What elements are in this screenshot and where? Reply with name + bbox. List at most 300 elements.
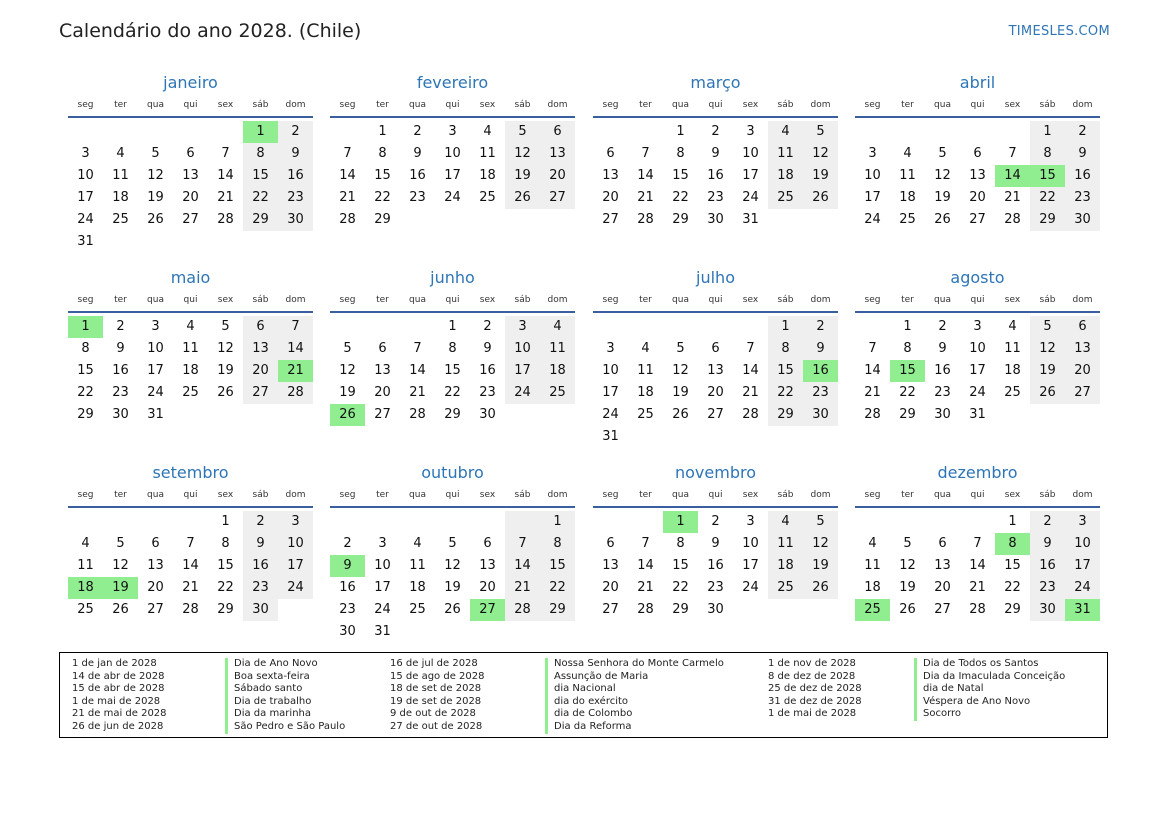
weekday-label: qui bbox=[708, 100, 723, 110]
weekday-label: ter bbox=[376, 490, 389, 500]
day-cell: 26 bbox=[217, 385, 234, 400]
weekday-label: ter bbox=[639, 295, 652, 305]
day-cell: 4 bbox=[868, 536, 877, 551]
day-cell: 10 bbox=[742, 536, 759, 551]
month-name: março bbox=[690, 73, 741, 92]
weekday-header bbox=[68, 98, 313, 118]
month-novembro bbox=[593, 462, 838, 621]
day-cell: 2 bbox=[1030, 511, 1065, 533]
day-cell: 3 bbox=[448, 124, 457, 139]
day-cell: 27 bbox=[243, 382, 278, 404]
day-cell: 26 bbox=[803, 187, 838, 209]
day-cell: 17 bbox=[969, 363, 986, 378]
day-cell: 13 bbox=[1065, 338, 1100, 360]
day-cell: 2 bbox=[938, 319, 947, 334]
day-cell: 30 bbox=[1065, 209, 1100, 231]
day-cell: 9 bbox=[243, 533, 278, 555]
empty-day-cell bbox=[208, 404, 243, 426]
day-cell: 3 bbox=[1065, 511, 1100, 533]
weekday-label: ter bbox=[114, 100, 127, 110]
day-cell: 11 bbox=[768, 143, 803, 165]
day-cell: 10 bbox=[864, 168, 881, 183]
day-cell: 9 bbox=[803, 338, 838, 360]
month-name: outubro bbox=[421, 463, 484, 482]
day-cell: 27 bbox=[602, 212, 619, 227]
day-cell: 11 bbox=[112, 168, 129, 183]
weekday-label: seg bbox=[602, 490, 619, 500]
day-cell: 9 bbox=[711, 536, 720, 551]
empty-day-cell bbox=[768, 426, 803, 448]
empty-day-cell bbox=[628, 511, 663, 533]
day-cell: 27 bbox=[934, 602, 951, 617]
empty-day-cell bbox=[400, 209, 435, 231]
weekday-label: ter bbox=[376, 295, 389, 305]
legend-holiday-name: Boa sexta-feira bbox=[225, 671, 345, 684]
weekday-header bbox=[330, 488, 575, 508]
day-cell: 27 bbox=[707, 407, 724, 422]
empty-day-cell bbox=[925, 511, 960, 533]
day-cell: 25 bbox=[899, 212, 916, 227]
empty-day-cell bbox=[663, 316, 698, 338]
weekday-label: ter bbox=[114, 295, 127, 305]
day-cell: 29 bbox=[444, 407, 461, 422]
day-cell: 13 bbox=[147, 558, 164, 573]
day-cell: 30 bbox=[243, 599, 278, 621]
weekday-label: qua bbox=[934, 100, 951, 110]
legend-holiday-name: Dia de Ano Novo bbox=[225, 658, 345, 671]
day-cell: 25 bbox=[768, 577, 803, 599]
empty-day-cell bbox=[103, 231, 138, 253]
weekday-header bbox=[593, 293, 838, 313]
weekday-label: dom bbox=[810, 490, 831, 500]
day-cell: 12 bbox=[672, 363, 689, 378]
legend-holiday-name: Socorro bbox=[914, 708, 1065, 721]
weekday-header bbox=[593, 488, 838, 508]
day-cell: 20 bbox=[707, 385, 724, 400]
legend-holiday-name: Véspera de Ano Novo bbox=[914, 696, 1065, 709]
empty-day-cell bbox=[890, 511, 925, 533]
day-cell: 24 bbox=[505, 382, 540, 404]
day-cell: 5 bbox=[505, 121, 540, 143]
day-cell: 2 bbox=[483, 319, 492, 334]
day-cell: 3 bbox=[505, 316, 540, 338]
day-cell: 29 bbox=[374, 212, 391, 227]
day-grid bbox=[330, 316, 575, 426]
weekday-label: ter bbox=[901, 295, 914, 305]
weekday-label: sex bbox=[479, 100, 496, 110]
weekday-label: dom bbox=[1072, 295, 1093, 305]
day-cell: 10 bbox=[969, 341, 986, 356]
weekday-label: seg bbox=[339, 295, 356, 305]
day-cell: 31 bbox=[602, 429, 619, 444]
day-cell: 8 bbox=[676, 146, 685, 161]
day-cell: 13 bbox=[479, 558, 496, 573]
day-cell: 10 bbox=[505, 338, 540, 360]
month-setembro bbox=[68, 462, 313, 621]
day-cell: 28 bbox=[969, 602, 986, 617]
day-cell: 28 bbox=[505, 599, 540, 621]
day-cell: 14 bbox=[864, 363, 881, 378]
weekday-label: qua bbox=[409, 295, 426, 305]
weekday-label: sáb bbox=[252, 490, 269, 500]
day-cell: 4 bbox=[483, 124, 492, 139]
day-cell: 9 bbox=[483, 341, 492, 356]
holiday-day-cell: 1 bbox=[663, 511, 698, 533]
empty-day-cell bbox=[173, 511, 208, 533]
day-cell: 27 bbox=[374, 407, 391, 422]
empty-day-cell bbox=[365, 316, 400, 338]
empty-day-cell bbox=[1065, 404, 1100, 426]
day-cell: 14 bbox=[217, 168, 234, 183]
day-cell: 16 bbox=[409, 168, 426, 183]
legend-holiday-name: Assunção de Maria bbox=[545, 671, 724, 684]
day-cell: 24 bbox=[77, 212, 94, 227]
day-cell: 18 bbox=[768, 555, 803, 577]
day-cell: 21 bbox=[969, 580, 986, 595]
month-abril bbox=[855, 72, 1100, 231]
day-cell: 12 bbox=[444, 558, 461, 573]
day-grid bbox=[593, 511, 838, 621]
day-cell: 10 bbox=[374, 558, 391, 573]
month-name: agosto bbox=[950, 268, 1005, 287]
day-cell: 19 bbox=[672, 385, 689, 400]
day-cell: 12 bbox=[803, 533, 838, 555]
legend-holiday-name: Dia da marinha bbox=[225, 708, 345, 721]
empty-day-cell bbox=[960, 511, 995, 533]
day-cell: 27 bbox=[182, 212, 199, 227]
day-cell: 21 bbox=[409, 385, 426, 400]
legend-date: 27 de out de 2028 bbox=[390, 720, 483, 732]
empty-day-cell bbox=[330, 511, 365, 533]
day-cell: 21 bbox=[637, 190, 654, 205]
day-cell: 22 bbox=[540, 577, 575, 599]
weekday-label: qua bbox=[672, 100, 689, 110]
holiday-day-cell: 1 bbox=[243, 121, 278, 143]
day-cell: 26 bbox=[147, 212, 164, 227]
day-cell: 2 bbox=[803, 316, 838, 338]
day-cell: 22 bbox=[1030, 187, 1065, 209]
empty-day-cell bbox=[138, 511, 173, 533]
day-cell: 20 bbox=[602, 580, 619, 595]
empty-day-cell bbox=[855, 316, 890, 338]
day-cell: 16 bbox=[339, 580, 356, 595]
empty-day-cell bbox=[470, 209, 505, 231]
day-cell: 21 bbox=[864, 385, 881, 400]
legend-dates-column bbox=[768, 658, 862, 721]
day-cell: 31 bbox=[742, 212, 759, 227]
legend-holiday-name: dia de Colombo bbox=[545, 708, 724, 721]
day-cell: 23 bbox=[278, 187, 313, 209]
weekday-label: dom bbox=[1072, 100, 1093, 110]
day-cell: 22 bbox=[899, 385, 916, 400]
empty-day-cell bbox=[628, 121, 663, 143]
empty-day-cell bbox=[278, 599, 313, 621]
day-cell: 15 bbox=[768, 360, 803, 382]
legend-names-column bbox=[225, 658, 345, 734]
day-cell: 23 bbox=[707, 190, 724, 205]
day-cell: 6 bbox=[973, 146, 982, 161]
weekday-label: seg bbox=[864, 295, 881, 305]
day-cell: 4 bbox=[768, 121, 803, 143]
day-cell: 14 bbox=[182, 558, 199, 573]
day-cell: 18 bbox=[182, 363, 199, 378]
legend-holiday-name: dia Nacional bbox=[545, 683, 724, 696]
weekday-label: seg bbox=[864, 490, 881, 500]
holiday-day-cell: 16 bbox=[803, 360, 838, 382]
day-cell: 17 bbox=[77, 190, 94, 205]
day-cell: 11 bbox=[77, 558, 94, 573]
legend-date: 1 de nov de 2028 bbox=[768, 658, 856, 669]
day-grid bbox=[330, 121, 575, 231]
empty-day-cell bbox=[995, 404, 1030, 426]
day-cell: 12 bbox=[934, 168, 951, 183]
day-cell: 21 bbox=[217, 190, 234, 205]
day-cell: 6 bbox=[243, 316, 278, 338]
empty-day-cell bbox=[103, 511, 138, 533]
day-cell: 25 bbox=[768, 187, 803, 209]
empty-day-cell bbox=[803, 426, 838, 448]
day-cell: 13 bbox=[602, 558, 619, 573]
day-cell: 13 bbox=[182, 168, 199, 183]
day-cell: 3 bbox=[81, 146, 90, 161]
day-cell: 10 bbox=[147, 341, 164, 356]
legend-date: 16 de jul de 2028 bbox=[390, 658, 478, 669]
day-cell: 10 bbox=[444, 146, 461, 161]
day-cell: 11 bbox=[540, 338, 575, 360]
empty-day-cell bbox=[540, 404, 575, 426]
day-cell: 19 bbox=[899, 580, 916, 595]
day-cell: 6 bbox=[606, 536, 615, 551]
day-cell: 12 bbox=[112, 558, 129, 573]
weekday-label: qua bbox=[672, 490, 689, 500]
day-cell: 12 bbox=[505, 143, 540, 165]
weekday-header bbox=[855, 98, 1100, 118]
day-cell: 4 bbox=[540, 316, 575, 338]
legend-date: 19 de set de 2028 bbox=[390, 695, 482, 707]
weekday-label: sex bbox=[1004, 490, 1021, 500]
day-cell: 25 bbox=[409, 602, 426, 617]
day-cell: 13 bbox=[969, 168, 986, 183]
day-cell: 20 bbox=[243, 360, 278, 382]
day-cell: 14 bbox=[742, 363, 759, 378]
day-cell: 15 bbox=[217, 558, 234, 573]
day-cell: 18 bbox=[409, 580, 426, 595]
day-cell: 25 bbox=[182, 385, 199, 400]
day-cell: 24 bbox=[742, 580, 759, 595]
day-cell: 18 bbox=[1004, 363, 1021, 378]
day-cell: 20 bbox=[374, 385, 391, 400]
day-cell: 31 bbox=[374, 624, 391, 639]
weekday-label: sex bbox=[479, 490, 496, 500]
day-cell: 23 bbox=[934, 385, 951, 400]
day-cell: 7 bbox=[746, 341, 755, 356]
day-cell: 7 bbox=[973, 536, 982, 551]
day-cell: 22 bbox=[77, 385, 94, 400]
day-cell: 29 bbox=[243, 209, 278, 231]
day-cell: 7 bbox=[868, 341, 877, 356]
weekday-label: sáb bbox=[777, 295, 794, 305]
day-cell: 19 bbox=[339, 385, 356, 400]
day-cell: 20 bbox=[479, 580, 496, 595]
day-cell: 6 bbox=[1065, 316, 1100, 338]
month-name: dezembro bbox=[937, 463, 1018, 482]
day-cell: 3 bbox=[151, 319, 160, 334]
weekday-label: seg bbox=[77, 295, 94, 305]
legend-holiday-name: São Pedro e São Paulo bbox=[225, 721, 345, 734]
day-cell: 3 bbox=[746, 514, 755, 529]
month-junho bbox=[330, 267, 575, 426]
day-cell: 21 bbox=[182, 580, 199, 595]
day-cell: 11 bbox=[479, 146, 496, 161]
day-cell: 5 bbox=[803, 511, 838, 533]
day-cell: 5 bbox=[676, 341, 685, 356]
legend-holiday-name: Dia da Imaculada Conceição bbox=[914, 671, 1065, 684]
day-cell: 3 bbox=[746, 124, 755, 139]
day-cell: 20 bbox=[182, 190, 199, 205]
day-grid bbox=[68, 511, 313, 621]
site-link[interactable]: TIMESLES.COM bbox=[1008, 24, 1110, 39]
empty-day-cell bbox=[593, 511, 628, 533]
weekday-label: ter bbox=[901, 490, 914, 500]
month-name: abril bbox=[959, 73, 996, 92]
weekday-label: qui bbox=[183, 100, 198, 110]
day-cell: 2 bbox=[116, 319, 125, 334]
holiday-legend bbox=[59, 652, 1108, 738]
day-cell: 6 bbox=[711, 341, 720, 356]
day-cell: 24 bbox=[969, 385, 986, 400]
day-cell: 12 bbox=[803, 143, 838, 165]
day-cell: 16 bbox=[243, 555, 278, 577]
day-cell: 8 bbox=[540, 533, 575, 555]
holiday-day-cell: 9 bbox=[330, 555, 365, 577]
day-cell: 24 bbox=[278, 577, 313, 599]
weekday-label: ter bbox=[901, 100, 914, 110]
weekday-header bbox=[593, 98, 838, 118]
weekday-label: seg bbox=[77, 100, 94, 110]
day-grid bbox=[68, 121, 313, 253]
day-cell: 7 bbox=[186, 536, 195, 551]
weekday-label: dom bbox=[810, 295, 831, 305]
day-cell: 12 bbox=[1030, 338, 1065, 360]
day-cell: 29 bbox=[768, 404, 803, 426]
day-cell: 5 bbox=[903, 536, 912, 551]
weekday-header bbox=[68, 488, 313, 508]
day-cell: 23 bbox=[339, 602, 356, 617]
legend-date: 1 de mai de 2028 bbox=[72, 695, 161, 707]
day-cell: 18 bbox=[899, 190, 916, 205]
day-cell: 12 bbox=[217, 341, 234, 356]
day-cell: 15 bbox=[374, 168, 391, 183]
day-cell: 22 bbox=[374, 190, 391, 205]
day-cell: 30 bbox=[934, 407, 951, 422]
empty-day-cell bbox=[698, 316, 733, 338]
day-cell: 22 bbox=[444, 385, 461, 400]
weekday-label: seg bbox=[339, 490, 356, 500]
empty-day-cell bbox=[470, 621, 505, 643]
day-cell: 15 bbox=[444, 363, 461, 378]
day-cell: 1 bbox=[221, 514, 230, 529]
weekday-label: sex bbox=[1004, 295, 1021, 305]
day-cell: 3 bbox=[278, 511, 313, 533]
day-cell: 31 bbox=[969, 407, 986, 422]
day-cell: 20 bbox=[147, 580, 164, 595]
weekday-label: sáb bbox=[1039, 295, 1056, 305]
day-grid bbox=[68, 316, 313, 426]
empty-day-cell bbox=[103, 121, 138, 143]
day-cell: 6 bbox=[540, 121, 575, 143]
weekday-label: qui bbox=[445, 490, 460, 500]
day-cell: 1 bbox=[540, 511, 575, 533]
day-cell: 20 bbox=[969, 190, 986, 205]
empty-day-cell bbox=[435, 511, 470, 533]
empty-day-cell bbox=[278, 404, 313, 426]
weekday-label: sáb bbox=[252, 100, 269, 110]
day-cell: 11 bbox=[899, 168, 916, 183]
day-cell: 13 bbox=[602, 168, 619, 183]
day-cell: 7 bbox=[343, 146, 352, 161]
day-cell: 16 bbox=[479, 363, 496, 378]
day-cell: 19 bbox=[1030, 360, 1065, 382]
page-title: Calendário do ano 2028. (Chile) bbox=[59, 20, 362, 42]
day-cell: 16 bbox=[707, 558, 724, 573]
weekday-label: qui bbox=[970, 100, 985, 110]
day-cell: 5 bbox=[343, 341, 352, 356]
weekday-label: sáb bbox=[514, 295, 531, 305]
day-cell: 24 bbox=[147, 385, 164, 400]
day-cell: 12 bbox=[899, 558, 916, 573]
day-cell: 25 bbox=[1004, 385, 1021, 400]
day-cell: 16 bbox=[1065, 165, 1100, 187]
day-cell: 4 bbox=[186, 319, 195, 334]
weekday-label: seg bbox=[602, 100, 619, 110]
weekday-label: seg bbox=[602, 295, 619, 305]
day-grid bbox=[593, 121, 838, 231]
day-cell: 18 bbox=[768, 165, 803, 187]
month-fevereiro bbox=[330, 72, 575, 231]
empty-day-cell bbox=[505, 209, 540, 231]
day-cell: 5 bbox=[803, 121, 838, 143]
weekday-label: dom bbox=[810, 100, 831, 110]
legend-names-column bbox=[914, 658, 1065, 721]
day-cell: 18 bbox=[637, 385, 654, 400]
day-cell: 26 bbox=[934, 212, 951, 227]
empty-day-cell bbox=[768, 209, 803, 231]
day-cell: 2 bbox=[711, 514, 720, 529]
empty-day-cell bbox=[138, 231, 173, 253]
day-cell: 19 bbox=[803, 165, 838, 187]
empty-day-cell bbox=[768, 599, 803, 621]
day-cell: 3 bbox=[973, 319, 982, 334]
day-cell: 17 bbox=[1065, 555, 1100, 577]
day-cell: 23 bbox=[803, 382, 838, 404]
day-cell: 19 bbox=[934, 190, 951, 205]
day-cell: 17 bbox=[505, 360, 540, 382]
day-cell: 29 bbox=[77, 407, 94, 422]
day-cell: 28 bbox=[637, 212, 654, 227]
day-cell: 22 bbox=[768, 382, 803, 404]
day-cell: 25 bbox=[479, 190, 496, 205]
day-cell: 27 bbox=[147, 602, 164, 617]
day-cell: 13 bbox=[540, 143, 575, 165]
month-agosto bbox=[855, 267, 1100, 426]
day-cell: 17 bbox=[147, 363, 164, 378]
day-cell: 22 bbox=[672, 190, 689, 205]
empty-day-cell bbox=[855, 511, 890, 533]
day-cell: 26 bbox=[1030, 382, 1065, 404]
day-cell: 9 bbox=[1030, 533, 1065, 555]
day-cell: 28 bbox=[409, 407, 426, 422]
day-cell: 14 bbox=[409, 363, 426, 378]
